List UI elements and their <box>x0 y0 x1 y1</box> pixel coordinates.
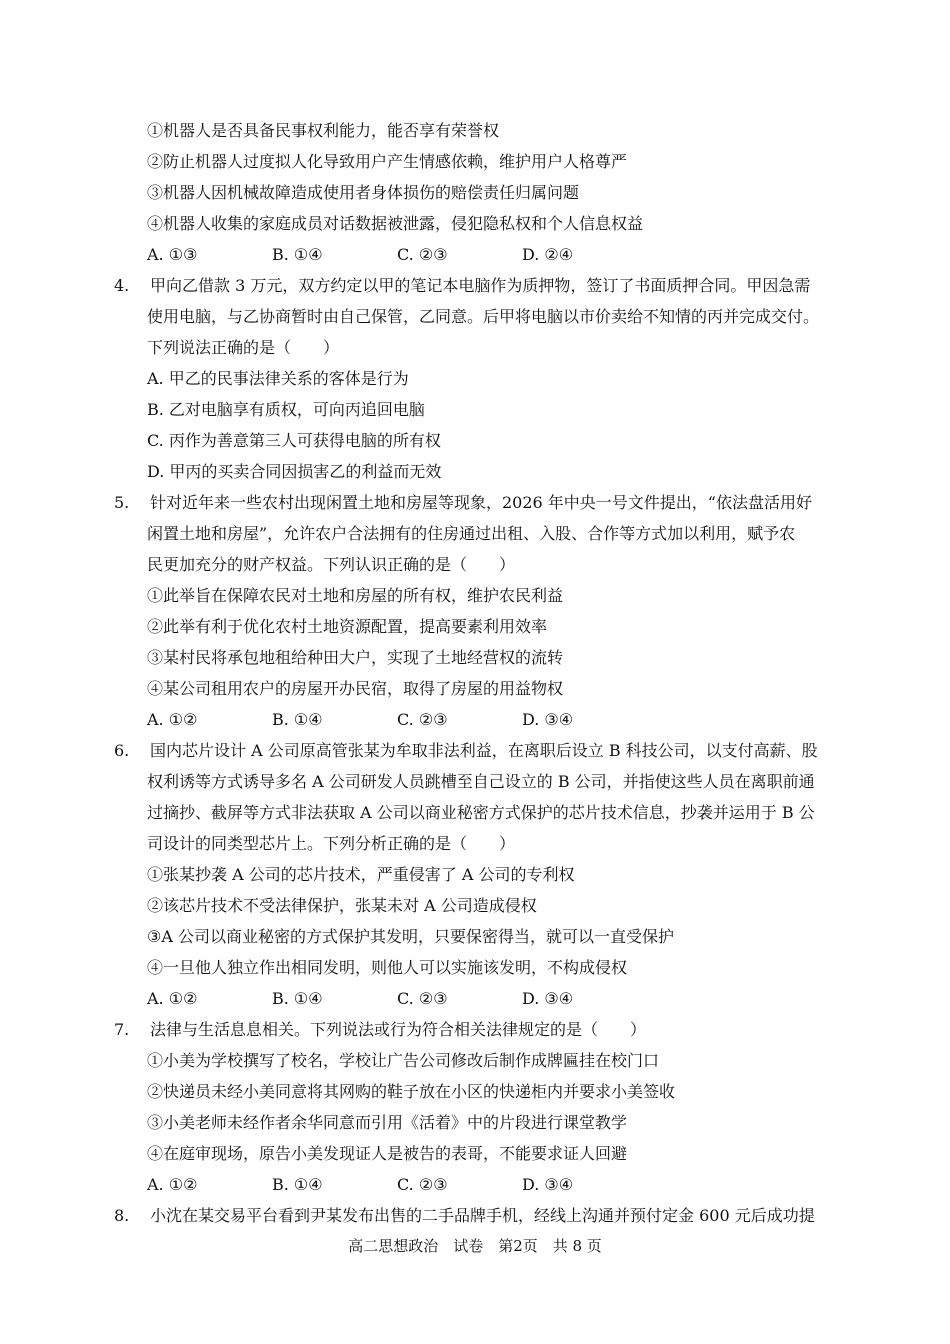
q4-option-a: A. 甲乙的民事法律关系的客体是行为 <box>147 369 409 388</box>
q6-number: 6. <box>114 741 130 760</box>
q5-item-3: ③某村民将承包地租给种田大户，实现了土地经营权的流转 <box>147 648 564 667</box>
q4-option-b: B. 乙对电脑享有质权，可向丙追回电脑 <box>147 400 425 419</box>
q5-line-2: 闲置土地和房屋”，允许农户合法拥有的住房通过出租、入股、合作等方式加以利用，赋予农 <box>147 524 796 543</box>
option-c: C. ②③ <box>397 989 448 1008</box>
q4-line-1: 4. 甲向乙借款 3 万元，双方约定以甲的笔记本电脑作为质押物，签订了书面质押合同。甲因急需 <box>0 270 950 301</box>
prev-item-4: ④机器人收集的家庭成员对话数据被泄露，侵犯隐私权和个人信息权益 <box>147 214 644 233</box>
prev-item-2: ②防止机器人过度拟人化导致用户产生情感依赖，维护用户人格尊严 <box>147 152 628 171</box>
prev-item-1: ①机器人是否具备民事权利能力，能否享有荣誉权 <box>147 121 500 140</box>
q6-options <box>0 983 950 1014</box>
q5-item-1: ①此举旨在保障农民对土地和房屋的所有权，维护农民利益 <box>147 586 564 605</box>
option-d: D. ②④ <box>522 245 574 264</box>
option-a: A. ①② <box>147 1175 198 1194</box>
q4-option-d: D. 甲丙的买卖合同因损害乙的利益而无效 <box>147 462 442 481</box>
q5-item-4: ④某公司租用农户的房屋开办民宿，取得了房屋的用益物权 <box>147 679 564 698</box>
q4-line-2: 使用电脑，与乙协商暂时由自己保管，乙同意。后甲将电脑以市价卖给不知情的丙并完成交付。 <box>147 307 820 326</box>
option-b: B. ①④ <box>272 989 323 1008</box>
q7-options <box>0 1169 950 1200</box>
option-a: A. ①② <box>147 710 198 729</box>
q6-line-3: 过摘抄、截屏等方式非法获取 A 公司以商业秘密方式保护的芯片技术信息，抄袭并运用于 B 公 <box>147 803 815 822</box>
q6-line-1: 6. 国内芯片设计 A 公司原高管张某为牟取非法利益，在离职后设立 B 科技公司，以支付高薪、股 <box>0 735 950 766</box>
option-b: B. ①④ <box>272 1175 323 1194</box>
q4-line-3: 下列说法正确的是（ ） <box>147 338 340 357</box>
option-a: A. ①③ <box>147 245 198 264</box>
q7-number: 7. <box>114 1020 130 1039</box>
q8-line-1: 8. 小沈在某交易平台看到尹某发布出售的二手品牌手机，经线上沟通并预付定金 600 元后成功提 <box>0 1200 950 1231</box>
option-c: C. ②③ <box>397 1175 448 1194</box>
q7-item-4: ④在庭审现场，原告小美发现证人是被告的表哥，不能要求证人回避 <box>147 1144 628 1163</box>
q5-item-2: ②此举有利于优化农村土地资源配置，提高要素利用效率 <box>147 617 548 636</box>
q7-item-2: ②快递员未经小美同意将其网购的鞋子放在小区的快递柜内并要求小美签收 <box>147 1082 676 1101</box>
option-b: B. ①④ <box>272 245 323 264</box>
option-c: C. ②③ <box>397 710 448 729</box>
q4-number: 4. <box>114 276 130 295</box>
option-c: C. ②③ <box>397 245 448 264</box>
q5-line-3: 民更加充分的财产权益。下列认识正确的是（ ） <box>147 555 516 574</box>
q5-options <box>0 704 950 735</box>
prev-options <box>0 239 950 270</box>
q6-item-4: ④一旦他人独立作出相同发明，则他人可以实施该发明，不构成侵权 <box>147 958 628 977</box>
option-d: D. ③④ <box>522 1175 574 1194</box>
option-d: D. ③④ <box>522 989 574 1008</box>
q6-line-2: 权利诱等方式诱导多名 A 公司研发人员跳槽至自己设立的 B 公司，并指使这些人员在离职前通 <box>147 772 815 791</box>
q6-item-2: ②该芯片技术不受法律保护，张某未对 A 公司造成侵权 <box>147 896 537 915</box>
prev-item-3: ③机器人因机械故障造成使用者身体损伤的赔偿责任归属问题 <box>147 183 580 202</box>
page-footer: 高二思想政治 试卷 第2页 共 8 页 <box>348 1237 602 1255</box>
q7-line-1: 7. 法律与生活息息相关。下列说法或行为符合相关法律规定的是（ ） <box>0 1014 950 1045</box>
q4-option-c: C. 丙作为善意第三人可获得电脑的所有权 <box>147 431 441 450</box>
q7-item-1: ①小美为学校撰写了校名，学校让广告公司修改后制作成牌匾挂在校门口 <box>147 1051 660 1070</box>
q7-item-3: ③小美老师未经作者余华同意而引用《活着》中的片段进行课堂教学 <box>147 1113 628 1132</box>
option-d: D. ③④ <box>522 710 574 729</box>
q8-number: 8. <box>114 1206 130 1225</box>
option-b: B. ①④ <box>272 710 323 729</box>
q6-item-3: ③A 公司以商业秘密的方式保护其发明，只要保密得当，就可以一直受保护 <box>147 927 674 946</box>
q5-number: 5. <box>114 493 130 512</box>
q6-line-4: 司设计的同类型芯片上。下列分析正确的是（ ） <box>147 834 516 853</box>
option-a: A. ①② <box>147 989 198 1008</box>
q5-line-1: 5. 针对近年来一些农村出现闲置土地和房屋等现象，2026 年中央一号文件提出，“依法盘活用好 <box>0 487 950 518</box>
q6-item-1: ①张某抄袭 A 公司的芯片技术，严重侵害了 A 公司的专利权 <box>147 865 575 884</box>
